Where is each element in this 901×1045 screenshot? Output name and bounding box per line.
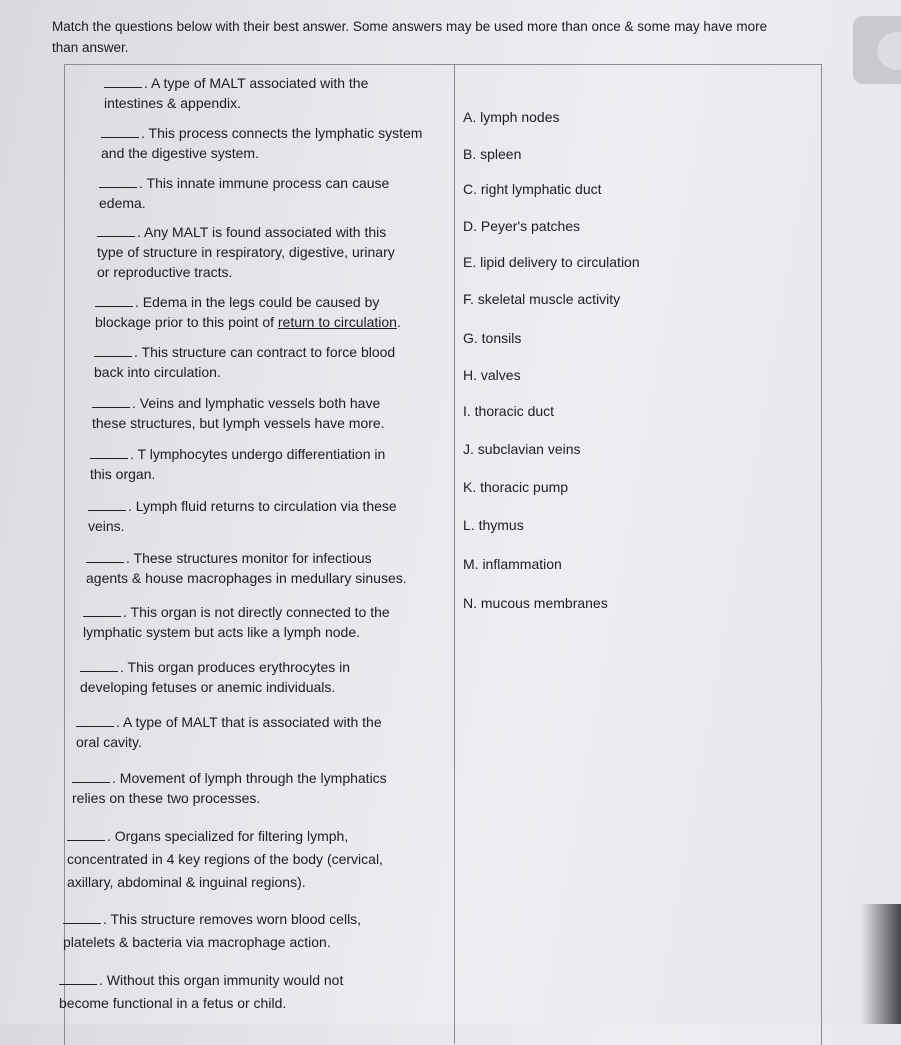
question-2: . This process connects the lymphatic system and the digestive system.	[101, 125, 423, 161]
question-16: . This structure removes worn blood cells, platelets & bacteria via macrophage action.	[63, 911, 362, 950]
question-12: . This organ produces erythrocytes in developing fetuses or anemic individuals.	[80, 659, 351, 695]
answer-option-i: I. thoracic duct	[463, 403, 555, 419]
answer-blank[interactable]	[76, 714, 114, 727]
question-4: . Any MALT is found associated with this type of structure in respiratory, digestive, urinary or reproductive tracts.	[97, 224, 395, 280]
answer-option-l: L. thymus	[463, 517, 524, 533]
instructions-line-1: Match the questions below with their best answer. Some answers may be used more than once & some may have more	[52, 19, 768, 34]
question-6: . This structure can contract to force blood back into circulation.	[94, 344, 396, 380]
question-17: . Without this organ immunity would not become functional in a fetus or child.	[59, 972, 344, 1011]
question-7: . Veins and lymphatic vessels both have these structures, but lymph vessels have more.	[92, 395, 385, 431]
answer-blank[interactable]	[92, 395, 130, 408]
answer-blank[interactable]	[86, 550, 124, 563]
answer-blank[interactable]	[67, 828, 105, 841]
question-15: . Organs specialized for filtering lymph, concentrated in 4 key regions of the body (cervical, axillary, abdominal & inguinal regions).	[67, 828, 383, 890]
question-1: . A type of MALT associated with the intestines & appendix.	[104, 75, 369, 111]
answer-option-n: N. mucous membranes	[463, 595, 608, 611]
answer-option-m: M. inflammation	[463, 556, 562, 572]
shadow-corner	[861, 904, 901, 1024]
answer-option-k: K. thoracic pump	[463, 479, 569, 495]
answer-option-d: D. Peyer's patches	[463, 218, 581, 234]
answer-option-f: F. skeletal muscle activity	[463, 291, 621, 307]
answer-blank[interactable]	[83, 604, 121, 617]
question-13: . A type of MALT that is associated with the oral cavity.	[76, 714, 382, 750]
answer-option-g: G. tonsils	[463, 330, 522, 346]
instructions-line-2: than answer.	[52, 40, 129, 55]
answer-option-h: H. valves	[463, 367, 521, 383]
answer-blank[interactable]	[99, 175, 137, 188]
instructions	[52, 16, 852, 58]
question-8: . T lymphocytes undergo differentiation in this organ.	[90, 446, 386, 482]
answer-blank[interactable]	[97, 224, 135, 237]
answer-option-b: B. spleen	[463, 146, 522, 162]
answer-blank[interactable]	[88, 498, 126, 511]
answer-blank[interactable]	[90, 446, 128, 459]
question-3: . This innate immune process can cause edema.	[99, 175, 390, 211]
question-5: . Edema in the legs could be caused by blockage prior to this point of return to circulation.	[95, 294, 401, 330]
question-10: . These structures monitor for infectious agents & house macrophages in medullary sinuses.	[86, 550, 407, 586]
answer-option-c: C. right lymphatic duct	[463, 181, 602, 197]
answer-blank[interactable]	[94, 344, 132, 357]
answer-option-e: E. lipid delivery to circulation	[463, 254, 640, 270]
answer-option-j: J. subclavian veins	[463, 441, 581, 457]
answer-blank[interactable]	[59, 972, 97, 985]
answer-blank[interactable]	[104, 75, 142, 88]
answer-option-a: A. lymph nodes	[463, 109, 560, 125]
answer-blank[interactable]	[95, 294, 133, 307]
question-11: . This organ is not directly connected to the lymphatic system but acts like a lymph node.	[83, 604, 390, 640]
screen-edge-tab	[853, 16, 901, 84]
answer-blank[interactable]	[63, 911, 101, 924]
answer-blank[interactable]	[101, 125, 139, 138]
answer-blank[interactable]	[80, 659, 118, 672]
question-9: . Lymph fluid returns to circulation via these veins.	[88, 498, 397, 534]
question-14: . Movement of lymph through the lymphatics relies on these two processes.	[72, 770, 387, 806]
answer-blank[interactable]	[72, 770, 110, 783]
